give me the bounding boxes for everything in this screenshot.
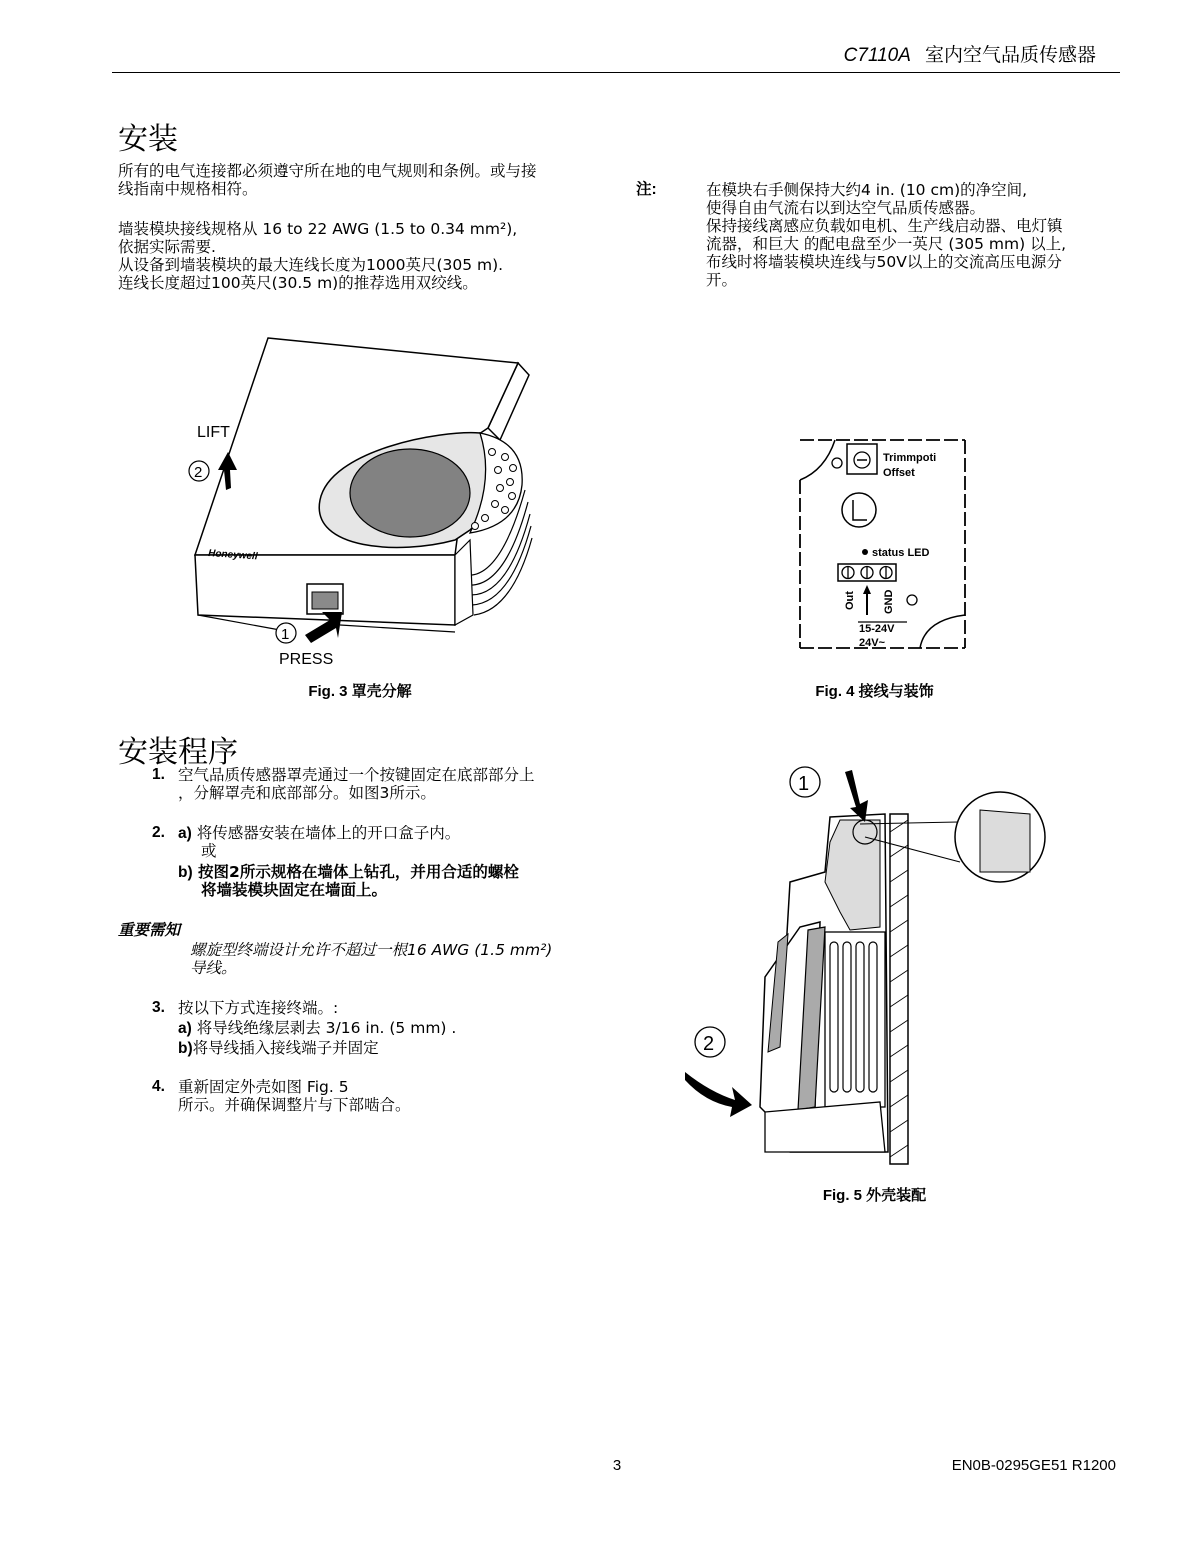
fig4-caption: Fig. 4 接线与装饰 (815, 683, 934, 700)
doc-header (700, 40, 1096, 67)
important-line: 螺旋型终端设计允许不超过一根16 AWG (1.5 mm²) (190, 941, 553, 959)
fig4-offset-label: Offset (883, 467, 915, 479)
fig3-brand: Honeywell (207, 548, 258, 563)
fig5-arrow1 (845, 770, 868, 822)
fig4-status-led (862, 549, 868, 555)
note-line: 流器，和巨大 的配电盘至少一英尺 (305 mm) 以上, (706, 235, 1067, 253)
install-para2-line: 从设备到墙装模块的最大连线长度为1000英尺(305 m). (118, 256, 504, 274)
doc-title: 室内空气品质传感器 (924, 44, 1096, 66)
item1-text (178, 766, 535, 802)
fig4-voltage-ac: 24V~ (859, 637, 885, 649)
fig3-illustration (180, 330, 550, 675)
install-heading: 安装 (118, 122, 178, 157)
fig3-caption: Fig. 3 罩壳分解 (308, 683, 412, 700)
page-number: 3 (612, 1457, 622, 1474)
install-para2 (118, 220, 517, 292)
fig5-step1-label: 1 (798, 773, 810, 795)
item2-a (178, 824, 460, 843)
item3-b-text: 将导线插入接线端子并固定 (192, 1039, 379, 1057)
fig4-terminal-screws (842, 567, 892, 579)
important-line: 导线。 (190, 959, 237, 977)
fig4-gnd-label: GND (883, 589, 895, 614)
item1-number: 1. (152, 766, 165, 783)
fig3-side-face (455, 540, 473, 625)
install-para1 (118, 162, 537, 198)
important-label: 重要需知 (118, 921, 181, 939)
model-number: C7110A (843, 45, 911, 66)
item4-line: 重新固定外壳如图 Fig. 5 (178, 1078, 349, 1096)
fig5-wall (890, 814, 908, 1164)
fig3-display (350, 449, 470, 537)
install-para1-line: 所有的电气连接都必须遵守所在地的电气规则和条例。或与接 (118, 162, 537, 180)
note-line: 开。 (706, 271, 738, 289)
fig4-voltage-dc: 15-24V (859, 623, 895, 635)
note-line: 使得自由气流右以到达空气品质传感器。 (706, 199, 986, 217)
item3-a-text: 将导线绝缘层剥去 3/16 in. (5 mm) . (196, 1019, 457, 1037)
item2-b-line: 按图2所示规格在墙体上钻孔，并用合适的螺栓 (198, 863, 519, 881)
fig4-arrow (863, 585, 871, 615)
fig4-illustration (795, 430, 975, 655)
item1-line: 空气品质传感器罩壳通过一个按键固定在底部部分上 (178, 766, 535, 784)
fig3-lift-label: LIFT (197, 424, 230, 441)
note-line: 保持接线离感应负载如电机、生产线启动器、电灯镇 (706, 217, 1063, 235)
item3-number: 3. (152, 999, 165, 1016)
fig3-press-label: PRESS (279, 651, 334, 668)
fig4-sensor (842, 493, 876, 527)
item4-line: 所示。并确保调整片与下部啮合。 (178, 1096, 411, 1114)
item2-b-label: b) (178, 864, 193, 881)
item2-a-text: 将传感器安装在墙体上的开口盒子内。 (196, 824, 461, 842)
item1-line: ，分解罩壳和底部部分。如图3所示。 (178, 784, 436, 802)
item2-b-line2: 将墙装模块固定在墙面上。 (201, 881, 388, 899)
item3-b-label: b) (178, 1040, 193, 1057)
fig4-trimmpoti-label: Trimmpoti (883, 452, 937, 464)
fig5-illustration (680, 762, 1055, 1167)
note-line: 在模块右手侧保持大约4 in. (10 cm)的净空间, (706, 181, 1028, 199)
install-para2-line: 墙装模块接线规格从 16 to 22 AWG (1.5 to 0.34 mm²), (118, 220, 518, 238)
fig5-caption: Fig. 5 外壳装配 (822, 1187, 927, 1204)
fig3-step1-label: 1 (281, 626, 290, 643)
install-para1-line: 线指南中规格相符。 (118, 180, 258, 198)
header-rule (112, 72, 1120, 73)
important-text (190, 941, 552, 977)
install-para2-line: 依据实际需要. (118, 238, 216, 256)
fig4-out-label: Out (844, 591, 856, 610)
note-line: 布线时将墙装模块连线与50V以上的交流高压电源分 (706, 253, 1062, 271)
fig5-step2-label: 2 (703, 1033, 715, 1055)
item3-b (178, 1039, 379, 1058)
item3-a-label: a) (178, 1020, 192, 1037)
item2-or: 或 (201, 842, 217, 860)
fig5-arrow2 (685, 1072, 752, 1117)
item2-number: 2. (152, 824, 165, 841)
item3-a (178, 1019, 456, 1038)
item4-text (178, 1078, 411, 1114)
fig5-zoom-detail (980, 810, 1030, 872)
item4-number: 4. (152, 1078, 165, 1095)
document-id: EN0B-0295GE51 R1200 (951, 1457, 1116, 1474)
procedure-heading: 安装程序 (118, 735, 238, 770)
install-para2-line: 连线长度超过100英尺(30.5 m)的推荐选用双绞线。 (118, 274, 478, 292)
item2-b (178, 863, 519, 882)
item2-a-label: a) (178, 825, 192, 842)
item3-text: 按以下方式连接终端。: (178, 999, 339, 1017)
fig3-step2-label: 2 (194, 464, 203, 481)
fig4-status-led-label: status LED (872, 547, 930, 559)
note-text (706, 181, 1066, 289)
note-label: 注: (636, 181, 657, 198)
